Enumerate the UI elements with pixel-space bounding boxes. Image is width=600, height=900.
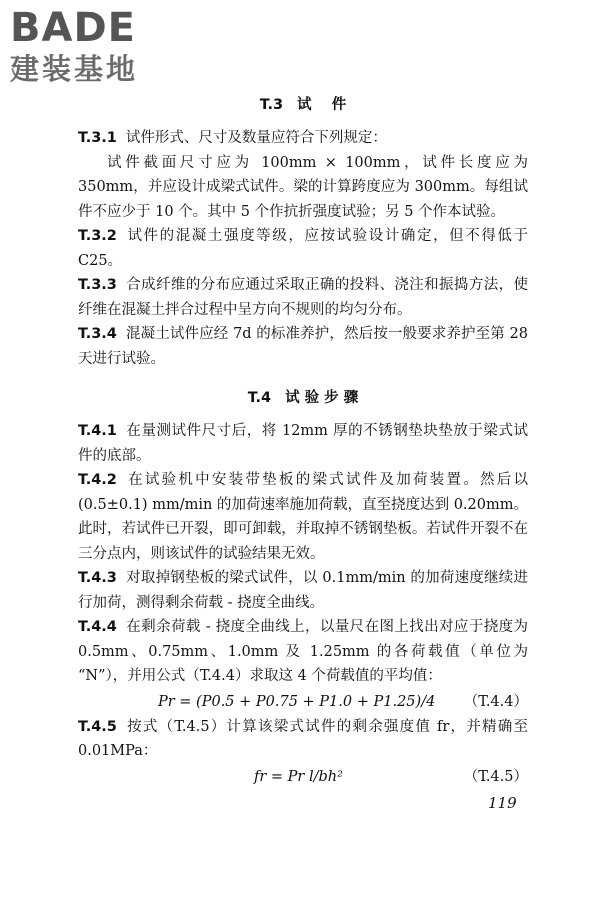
section-number: T.4 <box>247 390 272 406</box>
section-title-t4 <box>78 385 528 411</box>
formula-t4-4 <box>78 689 528 715</box>
clause-text: 混凝土试件应经 7d 的标准养护，然后按一般要求养护至第 28 天进行试验。 <box>78 326 528 367</box>
equation-number: （T.4.5） <box>463 768 528 785</box>
clause-t3-2 <box>78 224 528 273</box>
clause-t4-1 <box>78 419 528 468</box>
section-heading: 试 验 步 骤 <box>285 390 359 406</box>
formula-expression: Pr = (P0.5 + P0.75 + P1.0 + P1.25)/4 <box>158 693 436 710</box>
clause-t3-3 <box>78 273 528 322</box>
clause-text: 试件的混凝土强度等级，应按试验设计确定，但不得低于 C25。 <box>78 228 528 269</box>
clause-t3-1-detail: 试件截面尺寸应为 100mm × 100mm，试件长度应为 350mm，并应设计成梁式试件。梁的计算跨度应为 300mm。每组试件不应少于 10 个。其中 5 个作抗折强度试验；另 5 个作本试验。 <box>78 154 528 220</box>
clause-number: T.4.4 <box>78 619 117 635</box>
clause-t4-2 <box>78 468 528 566</box>
section-heading: 试 件 <box>297 97 347 113</box>
clause-number: T.4.5 <box>78 718 117 735</box>
clause-text: 在量测试件尺寸后，将 12mm 厚的不锈钢垫块垫放于梁式试件的底部。 <box>78 423 528 464</box>
clause-text: 试件形式、尺寸及数量应符合下列规定： <box>125 130 387 146</box>
document-body <box>78 92 528 790</box>
clause-number: T.3.4 <box>78 326 117 342</box>
page-number: 119 <box>488 794 517 812</box>
clause-text: 合成纤维的分布应通过采取正确的投料、浇注和振捣方法，使纤维在混凝土拌合过程中呈方向不规则的均匀分布。 <box>78 277 528 318</box>
clause-t4-4 <box>78 615 528 689</box>
clause-t3-4 <box>78 322 528 371</box>
clause-t4-5 <box>78 715 528 764</box>
clause-t4-3 <box>78 566 528 615</box>
equation-number: （T.4.4） <box>463 693 528 710</box>
clause-text: 在试验机中安装带垫板的梁式试件及加荷装置。然后以 (0.5±0.1) mm/min 的加荷速率施加荷载，直至挠度达到 0.20mm。此时，若试件已开裂，即可卸载，并取掉不锈钢垫板。若试件开裂不在三分点内，则该试件的试验结果无效。 <box>78 472 528 562</box>
clause-number: T.3.2 <box>78 228 117 244</box>
clause-number: T.3.1 <box>78 130 117 146</box>
logo-brand: BADE <box>10 5 136 51</box>
clause-text: 按式（T.4.5）计算该梁式试件的剩余强度值 fr，并精确至 0.01MPa： <box>78 718 528 759</box>
clause-number: T.4.3 <box>78 570 117 586</box>
logo-subtitle: 建装基地 <box>10 52 139 86</box>
clause-number: T.3.3 <box>78 277 117 293</box>
clause-text: 在剩余荷载 - 挠度全曲线上，以量尺在图上找出对应于挠度为 0.5mm、0.75mm、1.0mm 及 1.25mm 的各荷载值（单位为 “N”），并用公式（T.4.4）求取这 4 个荷载值的平均值： <box>78 619 528 684</box>
formula-expression: fr = Pr l/bh² <box>254 768 343 785</box>
bade-logo <box>10 6 185 90</box>
clause-number: T.4.1 <box>78 423 117 439</box>
clause-text: 对取掉钢垫板的梁式试件，以 0.1mm/min 的加荷速度继续进行加荷，测得剩余荷载 - 挠度全曲线。 <box>78 570 528 611</box>
clause-number: T.4.2 <box>78 472 117 488</box>
section-number: T.3 <box>259 97 284 113</box>
formula-t4-5 <box>78 764 528 790</box>
clause-t3-1 <box>78 126 528 151</box>
section-title-t3 <box>78 92 528 118</box>
